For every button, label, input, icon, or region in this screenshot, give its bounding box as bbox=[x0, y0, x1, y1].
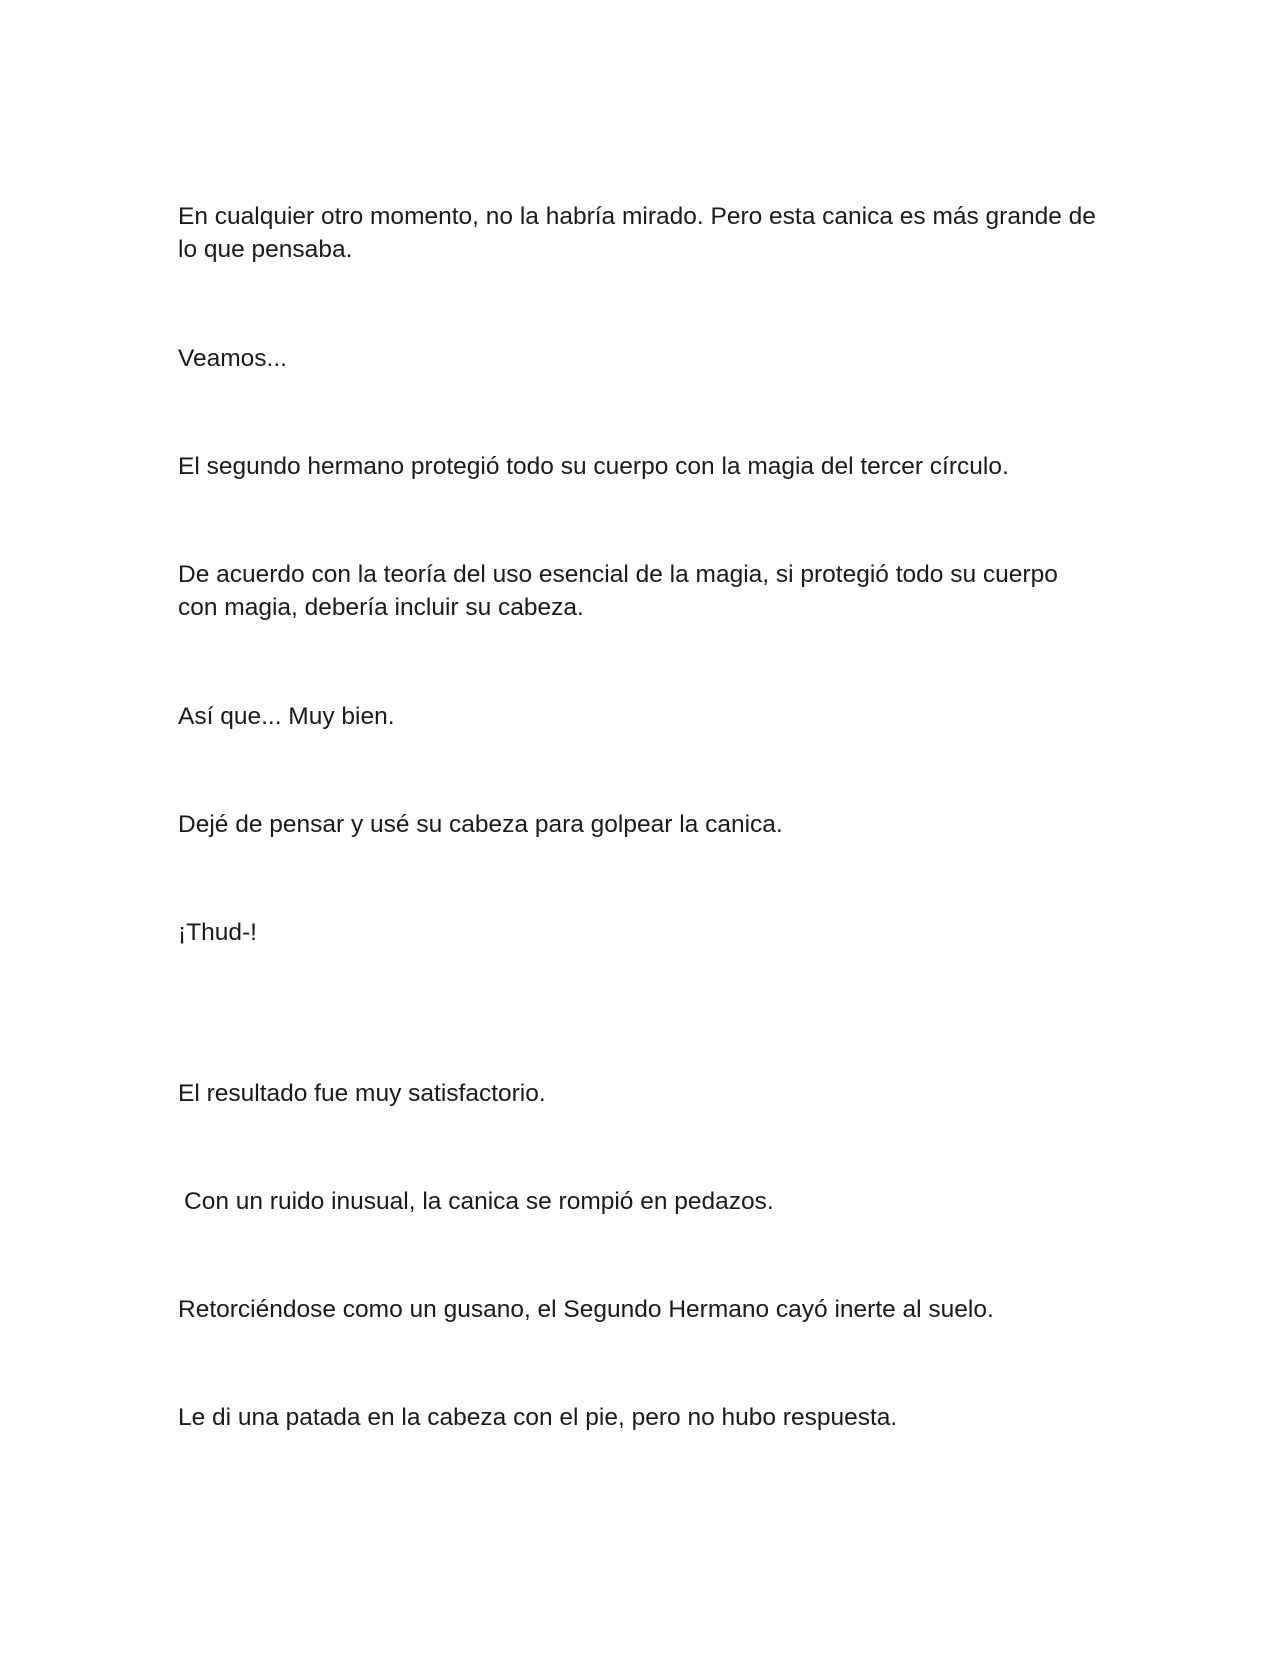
paragraph-6: Dejé de pensar y usé su cabeza para golpear la canica. bbox=[178, 811, 783, 838]
paragraph-5: Así que... Muy bien. bbox=[178, 703, 395, 730]
paragraph-2: Veamos... bbox=[178, 345, 287, 372]
paragraph-3: El segundo hermano protegió todo su cuerpo con la magia del tercer círculo. bbox=[178, 453, 1009, 480]
paragraph-8: El resultado fue muy satisfactorio. bbox=[178, 1080, 546, 1107]
paragraph-4: De acuerdo con la teoría del uso esencial de la magia, si protegió todo su cuerpo con magia, debería incluir su cabeza. bbox=[178, 561, 1058, 621]
paragraph-1: En cualquier otro momento, no la habría mirado. Pero esta canica es más grande de lo que pensaba. bbox=[178, 203, 1096, 263]
paragraph-7: ¡Thud-! bbox=[178, 919, 257, 946]
paragraph-10: Retorciéndose como un gusano, el Segundo Hermano cayó inerte al suelo. bbox=[178, 1296, 994, 1323]
paragraph-11: Le di una patada en la cabeza con el pie, pero no hubo respuesta. bbox=[178, 1404, 898, 1431]
paragraph-9: Con un ruido inusual, la canica se rompió en pedazos. bbox=[184, 1188, 774, 1215]
